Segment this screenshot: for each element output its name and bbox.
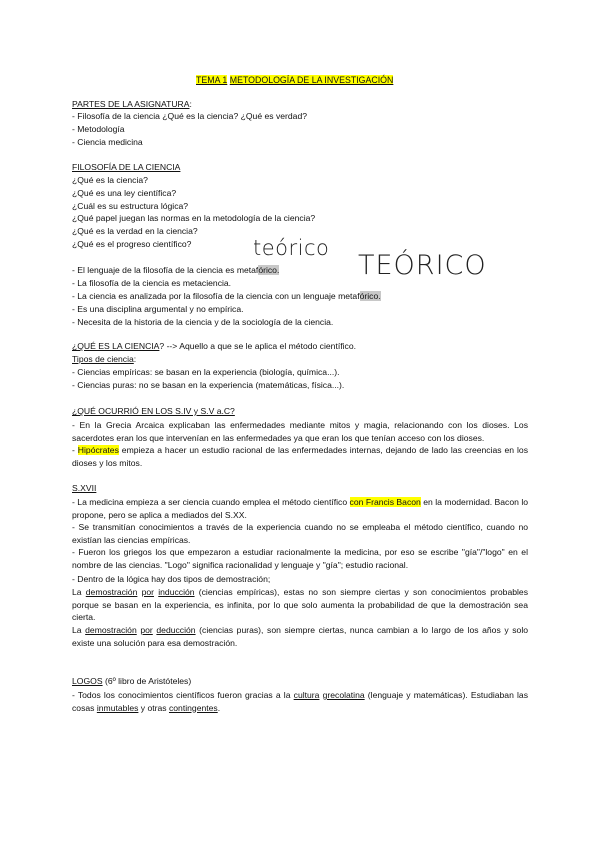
paragraph: - Se transmitían conocimientos a través de la experiencia cuando no se empleaba el método científico, cuando no existían las ciencias empíricas. [72,522,528,545]
question-item: ¿Qué es una ley científica? [72,188,177,198]
section-heading-sxvii: S.XVII [72,483,97,493]
list-item: - La ciencia es analizada por la filosofía de la ciencia con un lenguaje metafórico. [72,291,381,301]
list-item: - Filosofía de la ciencia ¿Qué es la ciencia? ¿Qué es verdad? [72,111,308,121]
paragraph: - En la Grecia Arcaica explicaban las enfermedades mediante mitos y magia, relacionando con los dioses. Los sacerdotes eran los que intervenían en las enfermedades ya que eran los que tenían acceso con los dioses. [72,420,528,443]
highlighted-word: órico. [258,265,280,275]
paragraph: La demostración por inducción (ciencias empíricas), estas no son siempre ciertas y son conocimientos probables porque se basan en la experiencia, es infinita, por lo que solo aumenta la probabilidad de que la demostración sea cierta. [72,587,528,622]
handwritten-annotation: TEÓRICO [358,250,487,281]
section-heading-que-es: ¿QUÉ ES LA CIENCIA? --> Aquello a que se le aplica el método científico. [72,341,356,351]
list-item: - Necesita de la historia de la ciencia y de la sociología de la ciencia. [72,317,334,327]
list-item: - La filosofía de la ciencia es metaciencia. [72,278,232,288]
highlighted-word: órico. [359,291,381,301]
question-item: ¿Qué es el progreso científico? [72,239,192,249]
paragraph: - Dentro de la lógica hay dos tipos de demostración; [72,574,271,584]
list-item: - Ciencias puras: no se basan en la experiencia (matemáticas, física...). [72,380,345,390]
list-item: - Es una disciplina argumental y no empírica. [72,304,244,314]
list-item: - Ciencias empíricas: se basan en la experiencia (biología, química...). [72,367,340,377]
list-item: - Metodología [72,124,125,134]
question-item: ¿Qué papel juegan las normas en la metodología de la ciencia? [72,213,316,223]
handwritten-annotation: teórico [253,236,330,260]
title-topic-number: TEMA 1 [196,75,228,85]
highlighted-name: Hipócrates [77,445,119,455]
highlighted-name: con Francis Bacon [349,497,421,507]
question-item: ¿Qué es la ciencia? [72,175,148,185]
paragraph: - Hipócrates empieza a hacer un estudio racional de las enfermedades internas, dejando de lado las creencias en los dioses y los mitos. [72,445,528,468]
section-heading-filosofia: FILOSOFÍA DE LA CIENCIA [72,162,181,172]
subheading-tipos: Tipos de ciencia: [72,354,137,364]
paragraph: - Fueron los griegos los que empezaron a estudiar racionalmente la medicina, por eso se escribe "gía"/"logo" en el nombre de las ciencias. "Logo" significa racionalidad y lenguaje y "gía"; estudio racional. [72,547,528,570]
title-topic-name: METODOLOGÍA DE LA INVESTIGACIÓN [229,75,394,85]
paragraph: - La medicina empieza a ser ciencia cuando emplea el método científico con Francis Bacon en la modernidad. Bacon lo propone, pero se aplica a mediados del S.XX. [72,497,529,520]
list-item: - El lenguaje de la filosofía de la ciencia es metafórico. [72,265,280,275]
question-item: ¿Cuál es su estructura lógica? [72,201,189,211]
question-item: ¿Qué es la verdad en la ciencia? [72,226,198,236]
list-item: - Ciencia medicina [72,137,143,147]
paragraph: La demostración por deducción (ciencias puras), son siempre ciertas, nunca cambian a lo largo de los años y solo existe una solución para esa demostración. [72,625,529,648]
section-heading-partes: PARTES DE LA ASIGNATURA: [72,99,192,109]
section-heading-ocurrio: ¿QUÉ OCURRIÓ EN LOS S.IV y S.V a.C? [72,406,235,416]
page-title [196,75,393,86]
section-heading-logos: LOGOS (6º libro de Aristóteles) [72,676,192,686]
paragraph: - Todos los conocimientos científicos fueron gracias a la cultura grecolatina (lenguaje y matemáticas). Estudiaban las cosas inmutables y otras contingentes. [72,690,529,713]
